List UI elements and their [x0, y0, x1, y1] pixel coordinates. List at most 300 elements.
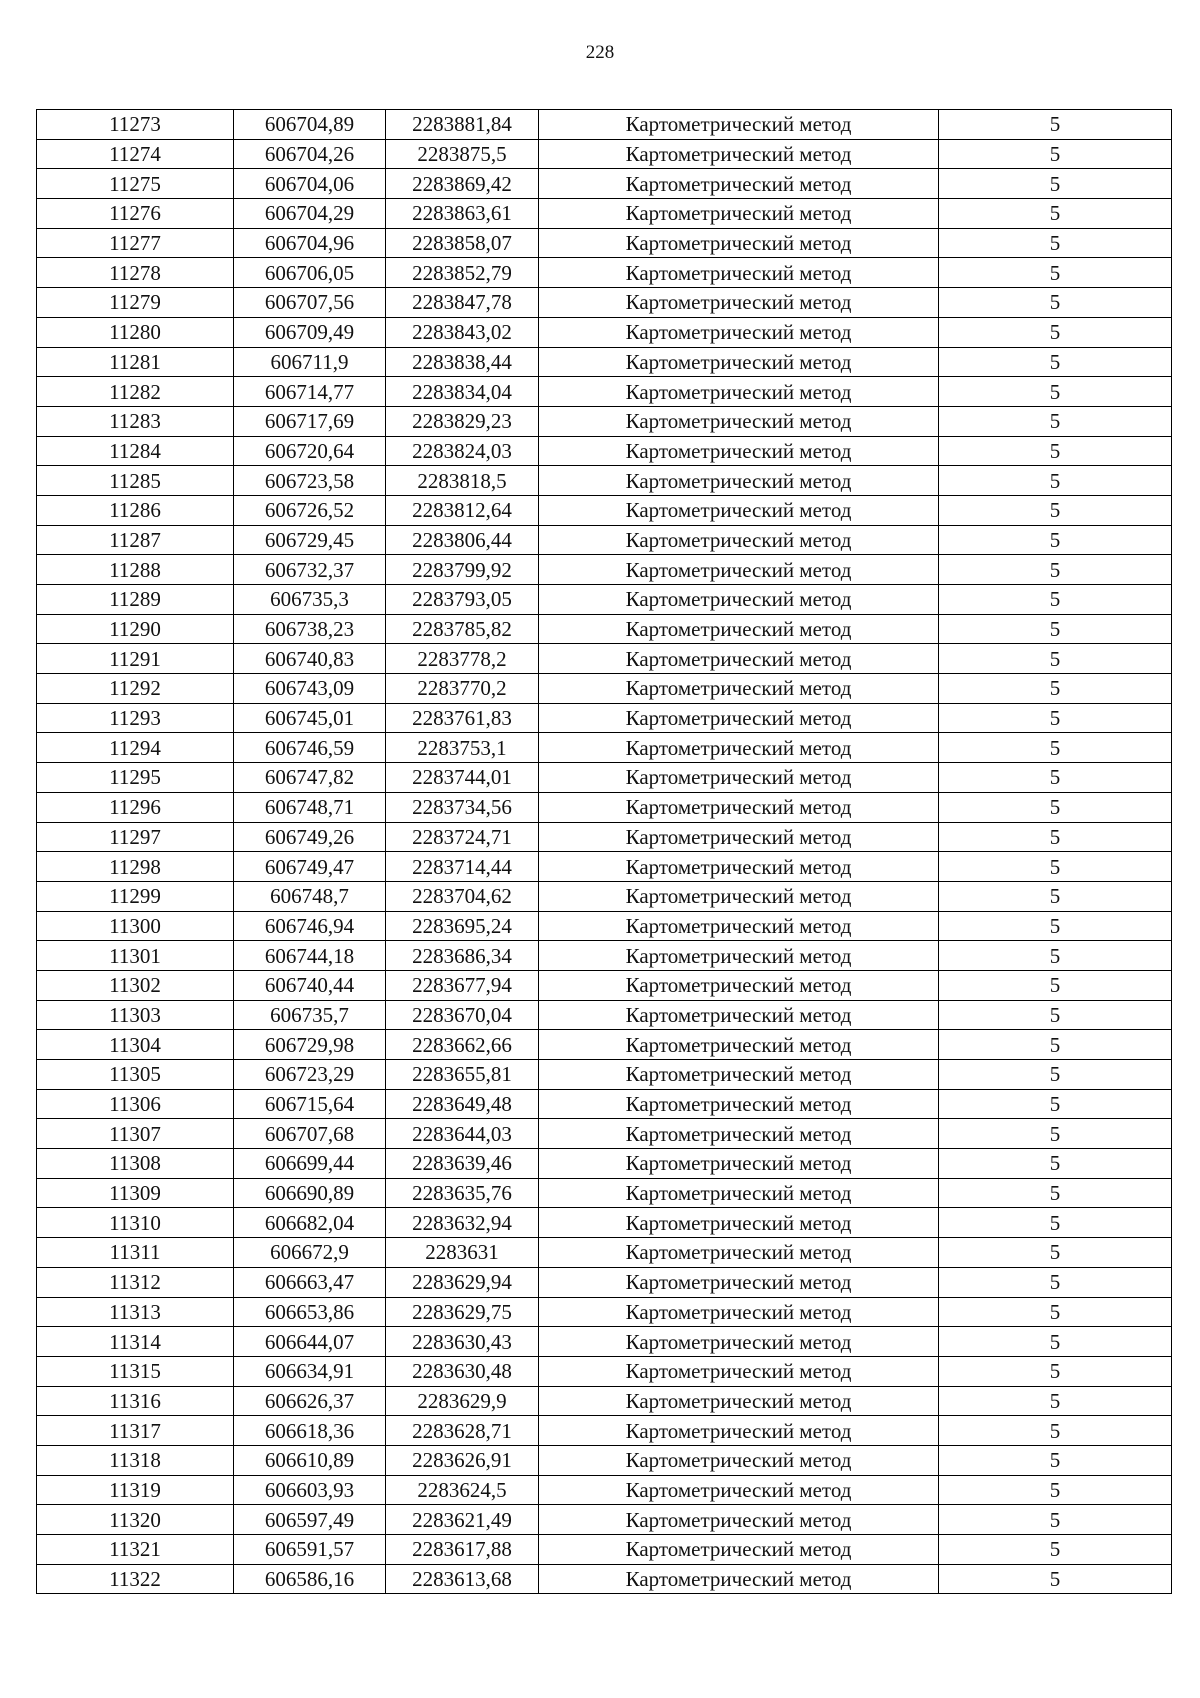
- x-coordinate-cell: 606706,05: [234, 258, 386, 288]
- x-coordinate-cell: 606711,9: [234, 347, 386, 377]
- y-coordinate-cell: 2283655,81: [386, 1060, 539, 1090]
- point-number-cell: 11306: [37, 1089, 234, 1119]
- y-coordinate-cell: 2283613,68: [386, 1564, 539, 1594]
- accuracy-cell: 5: [939, 495, 1172, 525]
- method-cell: Картометрический метод: [539, 852, 939, 882]
- accuracy-cell: 5: [939, 1267, 1172, 1297]
- accuracy-cell: 5: [939, 347, 1172, 377]
- y-coordinate-cell: 2283734,56: [386, 792, 539, 822]
- method-cell: Картометрический метод: [539, 1178, 939, 1208]
- method-cell: Картометрический метод: [539, 970, 939, 1000]
- x-coordinate-cell: 606747,82: [234, 763, 386, 793]
- x-coordinate-cell: 606707,68: [234, 1119, 386, 1149]
- y-coordinate-cell: 2283631: [386, 1238, 539, 1268]
- accuracy-cell: 5: [939, 1000, 1172, 1030]
- x-coordinate-cell: 606748,7: [234, 881, 386, 911]
- y-coordinate-cell: 2283639,46: [386, 1149, 539, 1179]
- table-row: [37, 1505, 1172, 1535]
- method-cell: Картометрический метод: [539, 1149, 939, 1179]
- x-coordinate-cell: 606738,23: [234, 614, 386, 644]
- point-number-cell: 11315: [37, 1356, 234, 1386]
- point-number-cell: 11304: [37, 1030, 234, 1060]
- method-cell: Картометрический метод: [539, 1416, 939, 1446]
- method-cell: Картометрический метод: [539, 674, 939, 704]
- table-row: [37, 1416, 1172, 1446]
- table-row: [37, 1356, 1172, 1386]
- accuracy-cell: 5: [939, 169, 1172, 199]
- table-row: [37, 406, 1172, 436]
- table-row: [37, 288, 1172, 318]
- y-coordinate-cell: 2283629,94: [386, 1267, 539, 1297]
- y-coordinate-cell: 2283686,34: [386, 941, 539, 971]
- table-row: [37, 1475, 1172, 1505]
- y-coordinate-cell: 2283838,44: [386, 347, 539, 377]
- method-cell: Картометрический метод: [539, 495, 939, 525]
- accuracy-cell: 5: [939, 317, 1172, 347]
- method-cell: Картометрический метод: [539, 525, 939, 555]
- table-row: [37, 1060, 1172, 1090]
- accuracy-cell: 5: [939, 1386, 1172, 1416]
- method-cell: Картометрический метод: [539, 911, 939, 941]
- accuracy-cell: 5: [939, 1445, 1172, 1475]
- accuracy-cell: 5: [939, 436, 1172, 466]
- x-coordinate-cell: 606591,57: [234, 1535, 386, 1565]
- x-coordinate-cell: 606634,91: [234, 1356, 386, 1386]
- accuracy-cell: 5: [939, 1238, 1172, 1268]
- accuracy-cell: 5: [939, 1030, 1172, 1060]
- table-row: [37, 317, 1172, 347]
- method-cell: Картометрический метод: [539, 258, 939, 288]
- x-coordinate-cell: 606653,86: [234, 1297, 386, 1327]
- y-coordinate-cell: 2283630,48: [386, 1356, 539, 1386]
- y-coordinate-cell: 2283626,91: [386, 1445, 539, 1475]
- accuracy-cell: 5: [939, 970, 1172, 1000]
- point-number-cell: 11313: [37, 1297, 234, 1327]
- method-cell: Картометрический метод: [539, 733, 939, 763]
- x-coordinate-cell: 606720,64: [234, 436, 386, 466]
- table-row: [37, 525, 1172, 555]
- method-cell: Картометрический метод: [539, 1564, 939, 1594]
- table-row: [37, 1297, 1172, 1327]
- x-coordinate-cell: 606735,7: [234, 1000, 386, 1030]
- point-number-cell: 11309: [37, 1178, 234, 1208]
- x-coordinate-cell: 606704,06: [234, 169, 386, 199]
- table-row: [37, 1178, 1172, 1208]
- x-coordinate-cell: 606704,89: [234, 110, 386, 140]
- table-row: [37, 110, 1172, 140]
- point-number-cell: 11279: [37, 288, 234, 318]
- y-coordinate-cell: 2283714,44: [386, 852, 539, 882]
- accuracy-cell: 5: [939, 1475, 1172, 1505]
- y-coordinate-cell: 2283670,04: [386, 1000, 539, 1030]
- y-coordinate-cell: 2283785,82: [386, 614, 539, 644]
- accuracy-cell: 5: [939, 466, 1172, 496]
- x-coordinate-cell: 606743,09: [234, 674, 386, 704]
- accuracy-cell: 5: [939, 614, 1172, 644]
- y-coordinate-cell: 2283829,23: [386, 406, 539, 436]
- point-number-cell: 11273: [37, 110, 234, 140]
- x-coordinate-cell: 606749,26: [234, 822, 386, 852]
- table-row: [37, 436, 1172, 466]
- point-number-cell: 11301: [37, 941, 234, 971]
- x-coordinate-cell: 606717,69: [234, 406, 386, 436]
- accuracy-cell: 5: [939, 1119, 1172, 1149]
- x-coordinate-cell: 606597,49: [234, 1505, 386, 1535]
- method-cell: Картометрический метод: [539, 169, 939, 199]
- x-coordinate-cell: 606714,77: [234, 377, 386, 407]
- table-row: [37, 258, 1172, 288]
- table-row: [37, 1564, 1172, 1594]
- method-cell: Картометрический метод: [539, 822, 939, 852]
- point-number-cell: 11292: [37, 674, 234, 704]
- method-cell: Картометрический метод: [539, 763, 939, 793]
- point-number-cell: 11290: [37, 614, 234, 644]
- table-row: [37, 822, 1172, 852]
- point-number-cell: 11278: [37, 258, 234, 288]
- accuracy-cell: 5: [939, 288, 1172, 318]
- method-cell: Картометрический метод: [539, 1356, 939, 1386]
- x-coordinate-cell: 606749,47: [234, 852, 386, 882]
- y-coordinate-cell: 2283824,03: [386, 436, 539, 466]
- y-coordinate-cell: 2283695,24: [386, 911, 539, 941]
- table-row: [37, 377, 1172, 407]
- accuracy-cell: 5: [939, 1327, 1172, 1357]
- table-row: [37, 1149, 1172, 1179]
- y-coordinate-cell: 2283617,88: [386, 1535, 539, 1565]
- accuracy-cell: 5: [939, 1297, 1172, 1327]
- table-row: [37, 763, 1172, 793]
- table-row: [37, 169, 1172, 199]
- table-row: [37, 1327, 1172, 1357]
- table-row: [37, 881, 1172, 911]
- table-row: [37, 555, 1172, 585]
- y-coordinate-cell: 2283744,01: [386, 763, 539, 793]
- y-coordinate-cell: 2283818,5: [386, 466, 539, 496]
- point-number-cell: 11312: [37, 1267, 234, 1297]
- y-coordinate-cell: 2283812,64: [386, 495, 539, 525]
- point-number-cell: 11296: [37, 792, 234, 822]
- accuracy-cell: 5: [939, 1505, 1172, 1535]
- accuracy-cell: 5: [939, 585, 1172, 615]
- x-coordinate-cell: 606740,44: [234, 970, 386, 1000]
- table-row: [37, 1089, 1172, 1119]
- method-cell: Картометрический метод: [539, 1297, 939, 1327]
- x-coordinate-cell: 606740,83: [234, 644, 386, 674]
- y-coordinate-cell: 2283662,66: [386, 1030, 539, 1060]
- y-coordinate-cell: 2283770,2: [386, 674, 539, 704]
- method-cell: Картометрический метод: [539, 436, 939, 466]
- method-cell: Картометрический метод: [539, 555, 939, 585]
- y-coordinate-cell: 2283852,79: [386, 258, 539, 288]
- table-row: [37, 585, 1172, 615]
- accuracy-cell: 5: [939, 1535, 1172, 1565]
- x-coordinate-cell: 606744,18: [234, 941, 386, 971]
- method-cell: Картометрический метод: [539, 614, 939, 644]
- table-row: [37, 644, 1172, 674]
- y-coordinate-cell: 2283875,5: [386, 139, 539, 169]
- accuracy-cell: 5: [939, 644, 1172, 674]
- y-coordinate-cell: 2283834,04: [386, 377, 539, 407]
- point-number-cell: 11291: [37, 644, 234, 674]
- method-cell: Картометрический метод: [539, 288, 939, 318]
- accuracy-cell: 5: [939, 1149, 1172, 1179]
- y-coordinate-cell: 2283799,92: [386, 555, 539, 585]
- y-coordinate-cell: 2283629,75: [386, 1297, 539, 1327]
- table-row: [37, 347, 1172, 377]
- table-row: [37, 1030, 1172, 1060]
- y-coordinate-cell: 2283869,42: [386, 169, 539, 199]
- x-coordinate-cell: 606715,64: [234, 1089, 386, 1119]
- accuracy-cell: 5: [939, 941, 1172, 971]
- point-number-cell: 11297: [37, 822, 234, 852]
- table-row: [37, 852, 1172, 882]
- point-number-cell: 11286: [37, 495, 234, 525]
- point-number-cell: 11320: [37, 1505, 234, 1535]
- point-number-cell: 11302: [37, 970, 234, 1000]
- table-row: [37, 1386, 1172, 1416]
- point-number-cell: 11277: [37, 228, 234, 258]
- x-coordinate-cell: 606735,3: [234, 585, 386, 615]
- x-coordinate-cell: 606672,9: [234, 1238, 386, 1268]
- table-row: [37, 792, 1172, 822]
- point-number-cell: 11298: [37, 852, 234, 882]
- accuracy-cell: 5: [939, 199, 1172, 229]
- accuracy-cell: 5: [939, 1208, 1172, 1238]
- method-cell: Картометрический метод: [539, 1535, 939, 1565]
- table-row: [37, 139, 1172, 169]
- point-number-cell: 11274: [37, 139, 234, 169]
- x-coordinate-cell: 606586,16: [234, 1564, 386, 1594]
- x-coordinate-cell: 606729,45: [234, 525, 386, 555]
- table-row: [37, 466, 1172, 496]
- point-number-cell: 11316: [37, 1386, 234, 1416]
- method-cell: Картометрический метод: [539, 139, 939, 169]
- y-coordinate-cell: 2283629,9: [386, 1386, 539, 1416]
- method-cell: Картометрический метод: [539, 406, 939, 436]
- accuracy-cell: 5: [939, 1416, 1172, 1446]
- point-number-cell: 11321: [37, 1535, 234, 1565]
- accuracy-cell: 5: [939, 1356, 1172, 1386]
- accuracy-cell: 5: [939, 525, 1172, 555]
- x-coordinate-cell: 606644,07: [234, 1327, 386, 1357]
- method-cell: Картометрический метод: [539, 881, 939, 911]
- x-coordinate-cell: 606732,37: [234, 555, 386, 585]
- y-coordinate-cell: 2283724,71: [386, 822, 539, 852]
- point-number-cell: 11281: [37, 347, 234, 377]
- coordinates-table: [36, 109, 1172, 1594]
- y-coordinate-cell: 2283863,61: [386, 199, 539, 229]
- table-row: [37, 941, 1172, 971]
- table-row: [37, 199, 1172, 229]
- point-number-cell: 11289: [37, 585, 234, 615]
- x-coordinate-cell: 606745,01: [234, 703, 386, 733]
- y-coordinate-cell: 2283761,83: [386, 703, 539, 733]
- point-number-cell: 11305: [37, 1060, 234, 1090]
- point-number-cell: 11308: [37, 1149, 234, 1179]
- point-number-cell: 11280: [37, 317, 234, 347]
- method-cell: Картометрический метод: [539, 644, 939, 674]
- point-number-cell: 11303: [37, 1000, 234, 1030]
- point-number-cell: 11282: [37, 377, 234, 407]
- accuracy-cell: 5: [939, 911, 1172, 941]
- y-coordinate-cell: 2283621,49: [386, 1505, 539, 1535]
- table-body: [37, 110, 1172, 1594]
- accuracy-cell: 5: [939, 703, 1172, 733]
- y-coordinate-cell: 2283644,03: [386, 1119, 539, 1149]
- x-coordinate-cell: 606707,56: [234, 288, 386, 318]
- x-coordinate-cell: 606723,29: [234, 1060, 386, 1090]
- y-coordinate-cell: 2283806,44: [386, 525, 539, 555]
- method-cell: Картометрический метод: [539, 377, 939, 407]
- x-coordinate-cell: 606726,52: [234, 495, 386, 525]
- point-number-cell: 11276: [37, 199, 234, 229]
- y-coordinate-cell: 2283847,78: [386, 288, 539, 318]
- y-coordinate-cell: 2283649,48: [386, 1089, 539, 1119]
- accuracy-cell: 5: [939, 1089, 1172, 1119]
- point-number-cell: 11314: [37, 1327, 234, 1357]
- method-cell: Картометрический метод: [539, 585, 939, 615]
- method-cell: Картометрический метод: [539, 792, 939, 822]
- accuracy-cell: 5: [939, 822, 1172, 852]
- accuracy-cell: 5: [939, 763, 1172, 793]
- x-coordinate-cell: 606610,89: [234, 1445, 386, 1475]
- point-number-cell: 11295: [37, 763, 234, 793]
- method-cell: Картометрический метод: [539, 199, 939, 229]
- y-coordinate-cell: 2283843,02: [386, 317, 539, 347]
- method-cell: Картометрический метод: [539, 1386, 939, 1416]
- table-row: [37, 614, 1172, 644]
- x-coordinate-cell: 606729,98: [234, 1030, 386, 1060]
- method-cell: Картометрический метод: [539, 1505, 939, 1535]
- point-number-cell: 11287: [37, 525, 234, 555]
- x-coordinate-cell: 606618,36: [234, 1416, 386, 1446]
- accuracy-cell: 5: [939, 881, 1172, 911]
- method-cell: Картометрический метод: [539, 941, 939, 971]
- x-coordinate-cell: 606690,89: [234, 1178, 386, 1208]
- point-number-cell: 11322: [37, 1564, 234, 1594]
- x-coordinate-cell: 606746,94: [234, 911, 386, 941]
- method-cell: Картометрический метод: [539, 1060, 939, 1090]
- x-coordinate-cell: 606704,26: [234, 139, 386, 169]
- table-row: [37, 495, 1172, 525]
- y-coordinate-cell: 2283704,62: [386, 881, 539, 911]
- point-number-cell: 11285: [37, 466, 234, 496]
- page-number: 228: [585, 42, 615, 63]
- method-cell: Картометрический метод: [539, 703, 939, 733]
- table-row: [37, 1238, 1172, 1268]
- table-row: [37, 1000, 1172, 1030]
- point-number-cell: 11293: [37, 703, 234, 733]
- point-number-cell: 11275: [37, 169, 234, 199]
- method-cell: Картометрический метод: [539, 1475, 939, 1505]
- accuracy-cell: 5: [939, 555, 1172, 585]
- point-number-cell: 11283: [37, 406, 234, 436]
- accuracy-cell: 5: [939, 1060, 1172, 1090]
- method-cell: Картометрический метод: [539, 1208, 939, 1238]
- method-cell: Картометрический метод: [539, 317, 939, 347]
- point-number-cell: 11317: [37, 1416, 234, 1446]
- point-number-cell: 11318: [37, 1445, 234, 1475]
- method-cell: Картометрический метод: [539, 1267, 939, 1297]
- method-cell: Картометрический метод: [539, 1327, 939, 1357]
- method-cell: Картометрический метод: [539, 466, 939, 496]
- method-cell: Картометрический метод: [539, 1030, 939, 1060]
- table-row: [37, 911, 1172, 941]
- accuracy-cell: 5: [939, 1178, 1172, 1208]
- y-coordinate-cell: 2283677,94: [386, 970, 539, 1000]
- method-cell: Картометрический метод: [539, 110, 939, 140]
- point-number-cell: 11284: [37, 436, 234, 466]
- accuracy-cell: 5: [939, 139, 1172, 169]
- table-row: [37, 703, 1172, 733]
- y-coordinate-cell: 2283635,76: [386, 1178, 539, 1208]
- method-cell: Картометрический метод: [539, 1445, 939, 1475]
- x-coordinate-cell: 606699,44: [234, 1149, 386, 1179]
- method-cell: Картометрический метод: [539, 1119, 939, 1149]
- point-number-cell: 11311: [37, 1238, 234, 1268]
- method-cell: Картометрический метод: [539, 228, 939, 258]
- method-cell: Картометрический метод: [539, 1238, 939, 1268]
- x-coordinate-cell: 606704,96: [234, 228, 386, 258]
- table-row: [37, 1119, 1172, 1149]
- accuracy-cell: 5: [939, 852, 1172, 882]
- x-coordinate-cell: 606603,93: [234, 1475, 386, 1505]
- x-coordinate-cell: 606682,04: [234, 1208, 386, 1238]
- accuracy-cell: 5: [939, 792, 1172, 822]
- table-row: [37, 674, 1172, 704]
- accuracy-cell: 5: [939, 1564, 1172, 1594]
- x-coordinate-cell: 606746,59: [234, 733, 386, 763]
- method-cell: Картометрический метод: [539, 347, 939, 377]
- table-row: [37, 1208, 1172, 1238]
- y-coordinate-cell: 2283624,5: [386, 1475, 539, 1505]
- point-number-cell: 11319: [37, 1475, 234, 1505]
- method-cell: Картометрический метод: [539, 1089, 939, 1119]
- accuracy-cell: 5: [939, 110, 1172, 140]
- point-number-cell: 11294: [37, 733, 234, 763]
- point-number-cell: 11307: [37, 1119, 234, 1149]
- y-coordinate-cell: 2283753,1: [386, 733, 539, 763]
- x-coordinate-cell: 606709,49: [234, 317, 386, 347]
- y-coordinate-cell: 2283630,43: [386, 1327, 539, 1357]
- y-coordinate-cell: 2283778,2: [386, 644, 539, 674]
- accuracy-cell: 5: [939, 733, 1172, 763]
- accuracy-cell: 5: [939, 228, 1172, 258]
- point-number-cell: 11300: [37, 911, 234, 941]
- x-coordinate-cell: 606663,47: [234, 1267, 386, 1297]
- y-coordinate-cell: 2283858,07: [386, 228, 539, 258]
- y-coordinate-cell: 2283881,84: [386, 110, 539, 140]
- point-number-cell: 11310: [37, 1208, 234, 1238]
- table-row: [37, 970, 1172, 1000]
- accuracy-cell: 5: [939, 674, 1172, 704]
- point-number-cell: 11288: [37, 555, 234, 585]
- accuracy-cell: 5: [939, 258, 1172, 288]
- table-row: [37, 1267, 1172, 1297]
- method-cell: Картометрический метод: [539, 1000, 939, 1030]
- table-row: [37, 228, 1172, 258]
- y-coordinate-cell: 2283632,94: [386, 1208, 539, 1238]
- table-row: [37, 733, 1172, 763]
- x-coordinate-cell: 606626,37: [234, 1386, 386, 1416]
- accuracy-cell: 5: [939, 377, 1172, 407]
- y-coordinate-cell: 2283628,71: [386, 1416, 539, 1446]
- x-coordinate-cell: 606748,71: [234, 792, 386, 822]
- point-number-cell: 11299: [37, 881, 234, 911]
- x-coordinate-cell: 606723,58: [234, 466, 386, 496]
- y-coordinate-cell: 2283793,05: [386, 585, 539, 615]
- x-coordinate-cell: 606704,29: [234, 199, 386, 229]
